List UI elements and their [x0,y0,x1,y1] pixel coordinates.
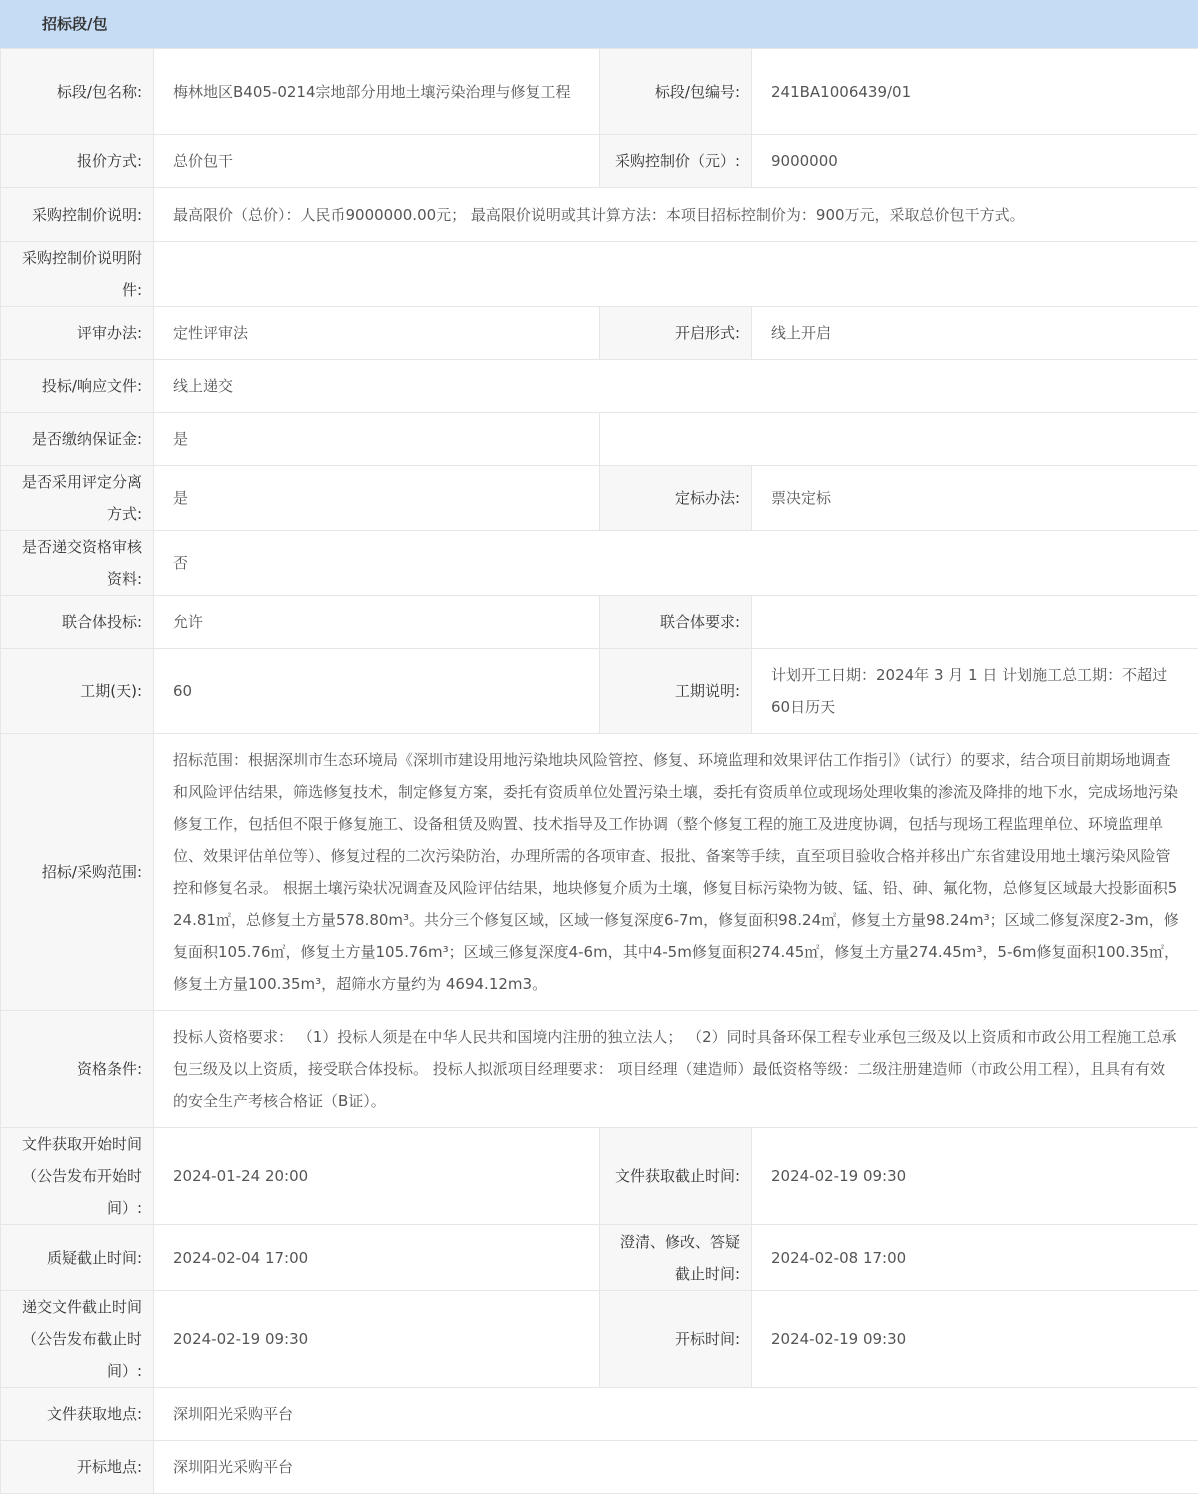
scope-value: 招标范围：根据深圳市生态环境局《深圳市建设用地污染地块风险管控、修复、环境监理和效果评估工作指引》（试行）的要求，结合项目前期场地调查和风险评估结果，筛选修复技术，制定修复方案，委托有资质单位处置污染土壤，委托有资质单位或现场处理收集的渗流及降排的地下水，完成场地污染修复工作，包括但不限于修复施工、设备租赁及购置、技术指导及工作协调（整个修复工程的施工及进度协调，包括与现场工程监理单位、环境监理单位、效果评估单位等）、修复过程的二次污染防治，办理所需的各项审查、报批、备案等手续，直至项目验收合格并移出广东省建设用地土壤污染风险管控和修复名录。 根据土壤污染状况调查及风险评估结果，地块修复介质为土壤，修复目标污染物为铍、锰、铅、砷、氟化物，总修复区域最大投影面积524.81㎡，总修复土方量578.80m³。共分三个修复区域，区域一修复深度6-7m，修复面积98.24㎡，修复土方量98.24m³；区域二修复深度2-3m，修复面积105.76㎡，修复土方量105.76m³；区域三修复深度4-6m，其中4-5m修复面积274.45㎡，修复土方量274.45m³，5-6m修复面积100.35㎡，修复土方量100.35m³，超筛水方量约为 4694.12m3。 [154,734,1198,1011]
table-row [1,135,1198,188]
deposit-empty-cell [600,413,1198,466]
section-number-value: 241BA1006439/01 [752,49,1198,135]
section-name-value: 梅林地区B405-0214宗地部分用地土壤污染治理与修复工程 [154,49,600,135]
opening-time-value: 2024-02-19 09:30 [752,1291,1198,1388]
scope-label: 招标/采购范围: [1,734,154,1011]
table-row [1,360,1198,413]
table-row [1,596,1198,649]
table-row [1,307,1198,360]
table-row [1,1441,1198,1494]
table-row [1,242,1198,307]
deposit-label: 是否缴纳保证金: [1,413,154,466]
section-title: 招标段/包 [42,15,108,33]
duration-value: 60 [154,649,600,734]
doc-place-label: 文件获取地点: [1,1388,154,1441]
deposit-value: 是 [154,413,600,466]
table-row [1,413,1198,466]
doc-start-label: 文件获取开始时间（公告发布开始时间）: [1,1128,154,1225]
table-row [1,649,1198,734]
control-price-value: 9000000 [752,135,1198,188]
table-row [1,1011,1198,1128]
table-row [1,1291,1198,1388]
table-row [1,1225,1198,1291]
table-row [1,1388,1198,1441]
opening-place-label: 开标地点: [1,1441,154,1494]
table-row [1,49,1198,135]
price-note-value: 最高限价（总价）：人民币9000000.00元； 最高限价说明或其计算方法：本项目招标控制价为：900万元，采取总价包干方式。 [154,188,1198,242]
doc-start-value: 2024-01-24 20:00 [154,1128,600,1225]
section-number-label: 标段/包编号: [600,49,752,135]
table-row [1,466,1198,531]
clarify-deadline-label: 澄清、修改、答疑截止时间: [600,1225,752,1291]
review-method-label: 评审办法: [1,307,154,360]
section-name-label: 标段/包名称: [1,49,154,135]
price-attachment-value [154,242,1198,307]
question-deadline-value: 2024-02-04 17:00 [154,1225,600,1291]
table-row [1,1128,1198,1225]
price-note-label: 采购控制价说明: [1,188,154,242]
opening-time-label: 开标时间: [600,1291,752,1388]
doc-end-label: 文件获取截止时间: [600,1128,752,1225]
opening-place-value: 深圳阳光采购平台 [154,1441,1198,1494]
doc-end-value: 2024-02-19 09:30 [752,1128,1198,1225]
separation-label: 是否采用评定分离方式: [1,466,154,531]
qualification-value: 投标人资格要求： （1）投标人须是在中华人民共和国境内注册的独立法人； （2）同时具备环保工程专业承包三级及以上资质和市政公用工程施工总承包三级及以上资质，接受联合体投标。 投标人拟派项目经理要求： 项目经理（建造师）最低资格等级：二级注册建造师（市政公用工程），且具有有效的安全生产考核合格证（B证）。 [154,1011,1198,1128]
doc-place-value: 深圳阳光采购平台 [154,1388,1198,1441]
quote-method-label: 报价方式: [1,135,154,188]
consortium-requirement-label: 联合体要求: [600,596,752,649]
bid-file-value: 线上递交 [154,360,1198,413]
award-method-value: 票决定标 [752,466,1198,531]
duration-note-value: 计划开工日期：2024年 3 月 1 日 计划施工总工期：不超过60日历天 [752,649,1198,734]
duration-note-label: 工期说明: [600,649,752,734]
quote-method-value: 总价包干 [154,135,600,188]
table-row [1,188,1198,242]
submit-deadline-label: 递交文件截止时间（公告发布截止时间）: [1,1291,154,1388]
qualification-label: 资格条件: [1,1011,154,1128]
consortium-value: 允许 [154,596,600,649]
review-method-value: 定性评审法 [154,307,600,360]
clarify-deadline-value: 2024-02-08 17:00 [752,1225,1198,1291]
consortium-label: 联合体投标: [1,596,154,649]
price-attachment-label: 采购控制价说明附件: [1,242,154,307]
qualification-docs-label: 是否递交资格审核资料: [1,531,154,596]
section-header [0,0,1198,48]
bid-file-label: 投标/响应文件: [1,360,154,413]
qualification-docs-value: 否 [154,531,1198,596]
question-deadline-label: 质疑截止时间: [1,1225,154,1291]
table-row [1,531,1198,596]
open-mode-value: 线上开启 [752,307,1198,360]
table-row [1,734,1198,1011]
duration-label: 工期(天): [1,649,154,734]
separation-value: 是 [154,466,600,531]
control-price-label: 采购控制价（元）: [600,135,752,188]
submit-deadline-value: 2024-02-19 09:30 [154,1291,600,1388]
tender-info-table [0,48,1198,1494]
open-mode-label: 开启形式: [600,307,752,360]
award-method-label: 定标办法: [600,466,752,531]
consortium-requirement-value [752,596,1198,649]
